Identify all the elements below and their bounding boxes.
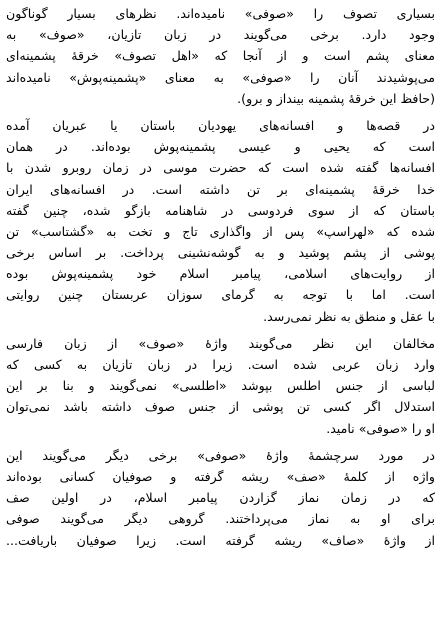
text-line: خدا خرقهٔ پشمینه‌ای بر تن داشته است. در افسانه‌های ایران <box>6 181 435 197</box>
text-line: است. اما با توجه به گرمای سوزان عربستان چنین روایتی <box>6 287 435 303</box>
paragraph-4 <box>6 445 435 551</box>
text-line: برای او به نماز می‌پرداختند. گروهی دیگر می‌گویند صوفی <box>6 511 435 527</box>
text-line: (حافظ این خرقهٔ پشمینه بینداز و برو). <box>237 90 435 106</box>
text-line: بسیاری تصوف را «صوفی» نامیده‌اند. نظرهای بسیار گوناگون <box>6 6 435 21</box>
paragraph-2 <box>6 115 435 327</box>
text-line: افسانه‌ها گفته شده است که حضرت موسی در زمان روبرو شدن با <box>6 160 435 176</box>
text-line: شده که «لهراسپ» پس از واگذاری تاج و تخت به «گشتاسب» تن <box>6 223 435 239</box>
text-line: وجود دارد. برخی می‌گویند در زبان تازیان، «صوف» به <box>6 27 435 43</box>
text-line: معنای پشم است و از آنجا که «اهل تصوف» خرقهٔ پشمینه‌ای <box>6 48 435 64</box>
text-line: استدلال اگر کسی تن پوشی از جنس صوف داشته باشد نمی‌توان <box>6 399 435 415</box>
paragraph-1 <box>6 3 435 109</box>
text-line: است که یحیی و عیسی پشمینه‌پوش بوده‌اند. در همان <box>6 139 435 155</box>
text-line: واژه از کلمهٔ «صف» ریشه گرفته و صوفیان کسانی بوده‌اند <box>6 468 435 484</box>
text-line: در قصه‌ها و افسانه‌های یهودیان باستان یا عبریان آمده <box>6 117 435 133</box>
text-line: پوشی از پشم پوشید و به گوشه‌نشینی پرداخت. بر اساس برخی <box>6 245 435 261</box>
text-line: در مورد سرچشمهٔ واژهٔ «صوفی» برخی دیگر می‌گویند این <box>6 447 435 463</box>
text-line: با عقل و منطق به نظر نمی‌رسد. <box>263 308 435 324</box>
text-line: از واژهٔ «صاف» ریشه گرفته است. زیرا صوفیان باریافت... <box>6 532 435 548</box>
text-line: باستان که از سوی فردوسی در شاهنامه بازگو شده، چنین گفته <box>6 202 435 218</box>
paragraph-3 <box>6 333 435 439</box>
text-line: از روایت‌های اسلامی، پیامبر اسلام خود پشمینه‌پوش بوده <box>6 266 435 282</box>
text-line: مخالفان این نظر می‌گویند واژهٔ «صوف» از زبان فارسی <box>6 335 435 351</box>
text-line: می‌پوشیدند آنان را «صوفی» به معنای «پشمینه‌پوش» نامیده‌اند <box>6 69 435 85</box>
text-line: که در زمان نماز گزاردن پیامبر اسلام، در اولین صف <box>6 490 435 506</box>
text-line: لباسی از جنس اطلس بپوشد «اطلسی» نمی‌گویند و بنا بر این <box>6 378 435 394</box>
text-line: او را «صوفی» نامید. <box>326 420 435 436</box>
text-line: وارد زبان عربی شده است. زیرا در زبان تازیان به کسی که <box>6 357 435 372</box>
